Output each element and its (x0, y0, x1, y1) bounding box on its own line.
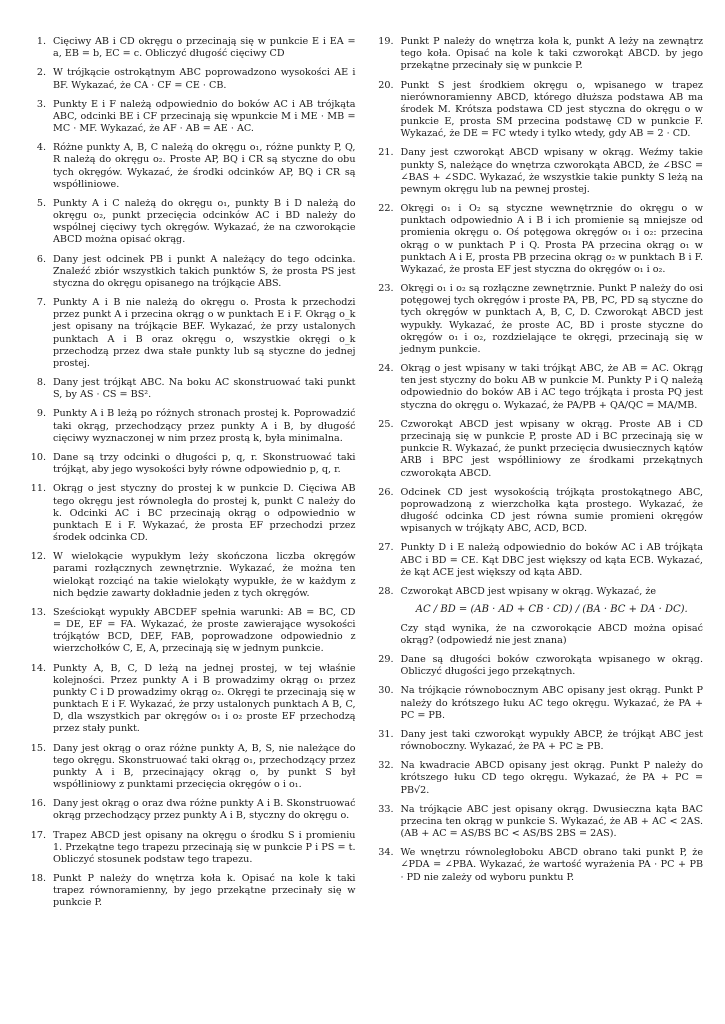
problem-text-block (401, 419, 704, 480)
problem-item (370, 283, 704, 356)
problem-text-block (401, 147, 704, 196)
problem-number: 15. (30, 742, 46, 754)
problem-text-block (53, 99, 356, 136)
left-column (22, 36, 356, 1024)
problem-number: 29. (378, 654, 394, 666)
problem-text: Punkty A, B, C, D leżą na jednej prostej, w tej właśnie kolejności. Przez punkty A i B prowadzimy okrąg o₁ przez punkty C i D prowadzimy okrąg o₂. Okręgi te przecinają się w punktach E i F. Wykazać, że przy ustalonych punktach A B, C, D, dla wszystkich par okręgów o₁ i o₂ proste EF przechodzą przez stały punkt. (53, 662, 356, 735)
problem-number: 3. (36, 98, 46, 110)
problem-text: Dane są długości boków czworokąta wpisanego w okrąg. Obliczyć długości jego przekątnych. (400, 654, 703, 678)
problem-text-block (401, 542, 704, 579)
right-column (370, 36, 704, 1024)
problem-item (370, 203, 704, 276)
problem-text-block (401, 654, 704, 678)
problem-text: Punkty A i C należą do okręgu o₁, punkty B i D należą do okręgu o₂, punkt przecięcia odcinków AC i BD należy do wspólnej cięciwy tych okręgów. Wykazać, że na czworokącie ABCD można opisać okrąg. (53, 197, 356, 246)
problem-number: 11. (30, 483, 46, 495)
problem-text-block (401, 36, 704, 73)
problem-text-block (401, 363, 704, 412)
problem-item (370, 847, 704, 884)
problem-item (22, 198, 356, 247)
problem-text: Sześciokąt wypukły ABCDEF spełnia warunki: AB = BC, CD = DE, EF = FA. Wykazać, że proste zawierające wysokości trójkątów BCD, DEF, FAB, poprowadzone odpowiednio z wierzchołków C, E, A, przecinają się w jednym punkcie. (53, 606, 356, 655)
problem-number: 17. (30, 829, 46, 841)
problem-text: Odcinek CD jest wysokością trójkąta prostokątnego ABC, poprowadzoną z wierzchołka kąta prostego. Wykazać, że długość odcinka CD jest równa sumie promieni okręgów wpisanych w trójkąty ABC, ACD, BCD. (400, 486, 703, 535)
problem-number: 30. (378, 685, 394, 697)
problem-text: Punkt P należy do wnętrza koła k. Opisać na kole k taki trapez równoramienny, by jego przekątne przecinały się w punkcie P. (53, 873, 356, 909)
problem-equation: AC / BD = (AB · AD + CB · CD) / (BA · BC + DA · DC). (415, 604, 688, 616)
problem-number: 13. (30, 606, 46, 618)
problem-number: 16. (30, 798, 46, 810)
problem-text: Okrąg o jest styczny do prostej k w punkcie D. Cięciwa AB tego okręgu jest równoległa do prostej k, punkt C należy do k. Odcinki AC i BC przecinają okrąg o odpowiednio w punktach E i F. Wykazać, że prosta EF przechodzi przez środek odcinka CD. (53, 483, 356, 544)
problem-number: 26. (378, 486, 394, 498)
problem-text-block (53, 873, 356, 910)
problem-text: Różne punkty A, B, C należą do okręgu o₁, różne punkty P, Q, R należą do okręgu o₂. Proste AP, BQ i CR są styczne do obu tych okręgów. Wykazać, że środki odcinków AP, BQ i CR są współliniowe. (53, 142, 356, 190)
problem-text-block (53, 743, 356, 792)
problem-item (22, 142, 356, 191)
problem-item (22, 36, 356, 60)
problem-number: 27. (378, 542, 394, 554)
problem-number: 22. (378, 203, 394, 215)
problem-text: Na trójkącie równobocznym ABC opisany jest okrąg. Punkt P należy do krótszego łuku AC tego okręgu. Wykazać, że PA + PC = PB. (400, 685, 703, 721)
problem-number: 21. (378, 147, 394, 159)
problem-item (370, 586, 704, 647)
problem-text: Punkty A i B nie należą do okręgu o. Prosta k przechodzi przez punkt A i przecina okrąg o w punktach E i F. Okrąg o_k jest opisany na trójkącie BEF. Wykazać, że przy ustalonych punktach A i B oraz okręgu o, wszystkie okręgi o_k przechodzą przez dwa stałe punkty lub są styczne do jednej prostej. (53, 297, 356, 369)
problem-item (370, 147, 704, 196)
problem-text-block (53, 377, 356, 401)
problem-item (22, 607, 356, 656)
problem-item (22, 67, 356, 91)
problem-text: Dany jest taki czworokąt wypukły ABCP, że trójkąt ABC jest równoboczny. Wykazać, że PA + PC ≥ PB. (400, 728, 703, 753)
problem-text-block (53, 297, 356, 370)
problem-item (370, 729, 704, 753)
problem-text: We wnętrzu równoległobоku ABCD obrano taki punkt P, że ∠PDA = ∠PBA. Wykazać, że wartość wyrażenia PA · PC + PB · PD nie zależy od wyboru punktu P. (400, 847, 703, 883)
problem-item (370, 80, 704, 141)
problem-text-block (53, 67, 356, 91)
problem-text: Okręgi o₁ i o₂ są rozłączne zewnętrznie. Punkt P należy do osi potęgowej tych okręgów i proste PA, PB, PC, PD są styczne do tych okręgów w punktach A, B, C, D. Czworokąt ABCD jest wypukły. Wykazać, że proste AC, BD i proste styczne do okręgów o₁ i o₂, rozdzielające te okręgi, przecinają się w jednym punkcie. (400, 283, 703, 355)
problem-item (370, 685, 704, 722)
problem-number: 20. (378, 79, 394, 91)
problem-text: Trapez ABCD jest opisany na okręgu o środku S i promieniu 1. Przekątne tego trapezu przecinają się w punkcie P i PS = t. Obliczyć stosunek podstaw tego trapezu. (53, 829, 356, 865)
problem-text-block (401, 729, 704, 753)
problem-text-block (53, 198, 356, 247)
problem-text-block (53, 36, 356, 60)
problem-text: Okręgi o₁ i O₂ są styczne wewnętrznie do okręgu o w punktach odpowiednio A i B i ich promienie są mniejsze od promienia okręgu o. Oś potęgowa okręgów o₁ i o₂: przecina okrąg o w punktach P i Q. Prosta PA przecina okrąg o₁ w punktach A i E, prosta PB przecina okrąg o₂ w punktach B i F. Wykazać, że prosta EF jest styczna do okręgów o₁ i o₂. (400, 203, 703, 275)
problem-text-block (53, 798, 356, 822)
problem-number: 34. (378, 847, 394, 859)
problem-text: Dany jest okrąg o oraz dwa różne punkty A i B. Skonstruować okrąg przechodzący przez punkty A i B, styczny do okręgu o. (53, 798, 356, 822)
problem-item (22, 830, 356, 867)
problem-text-block (401, 685, 704, 722)
problem-number: 25. (378, 418, 394, 430)
problem-item (22, 254, 356, 291)
problem-text: Czworokąt ABCD jest wpisany w okrąg. Proste AB i CD przecinają się w punkcie P, proste AD i BC przecinają się w punkcie R. Wykazać, że punkt przecięcia dwusiecznych kątów ARB i BPC jest współliniowy ze środkami przekątnych czworokąta ABCD. (400, 418, 703, 479)
problem-number: 32. (378, 760, 394, 772)
problem-text: Cięciwy AB i CD okręgu o przecinają się w punkcie E i EA = a, EB = b, EC = c. Obliczyć długość cięciwy CD (53, 36, 356, 60)
problem-item (22, 551, 356, 600)
problem-number: 23. (378, 283, 394, 295)
problem-number: 10. (30, 451, 46, 463)
problem-item (370, 36, 704, 73)
problem-number: 4. (36, 142, 46, 154)
problem-text-block (53, 551, 356, 600)
problem-number: 6. (36, 253, 46, 265)
problem-item (22, 297, 356, 370)
problem-text: Na kwadracie ABCD opisany jest okrąg. Punkt P należy do krótszego łuku CD tego okręgu. Wykazać, że PA + PC = PB√2. (400, 760, 703, 796)
problem-text: Okrąg o jest wpisany w taki trójkąt ABC, że AB = AC. Okrąg ten jest styczny do boku AB w punkcie M. Punkty P i Q należą odpowiednio do boków AB i AC tego trójkąta i prosta PQ jest styczna do okręgu o. Wykazać, że PA/PB + QA/QC = MA/MB. (400, 363, 703, 411)
problem-item (370, 363, 704, 412)
problem-item (22, 377, 356, 401)
problem-text-block (53, 607, 356, 656)
problem-followup: Czy stąd wynika, że na czworokącie ABCD można opisać okrąg? (odpowiedź nie jest znana) (400, 622, 703, 646)
problem-text: Punkty D i E należą odpowiednio do boków AC i AB trójkąta ABC i BD = CE. Kąt DBC jest większy od kąta ECB. Wykazać, że kąt ACE jest większy od kąta ABD. (400, 542, 703, 578)
problem-item (370, 804, 704, 841)
problem-text-block (53, 452, 356, 476)
problem-text: Dany jest okrąg o oraz różne punkty A, B, S, nie należące do tego okręgu. Skonstruować taki okrąg o₁, przechodzący przez punkty A i B, przecinający okrąg o, by punkt S był współliniowy z punktami przecięcia okręgów o i o₁. (53, 742, 356, 791)
problem-text-block (53, 830, 356, 867)
problem-text-block (401, 203, 704, 276)
problem-number: 33. (378, 803, 394, 815)
problem-item (370, 419, 704, 480)
problem-item (22, 743, 356, 792)
problem-item (370, 542, 704, 579)
problem-text-block (401, 487, 704, 536)
problem-number: 19. (378, 36, 394, 47)
problem-text: Dany jest trójkąt ABC. Na boku AC skonstruować taki punkt S, by AS · CS = BS². (53, 377, 356, 401)
problem-item (22, 873, 356, 910)
problem-text-block (53, 408, 356, 445)
problem-text: Punkt S jest środkiem okręgu o, wpisanego w trapez nierównoramienny ABCD, którego dłuższa podstawa AB ma środek M. Krótsza podstawa CD jest styczna do okręgu o w punkcie E, prosta SM przecina podstawę CD w punkcie F. Wykazać, że DE = FC wtedy i tylko wtedy, gdy AB = 2 · CD. (400, 79, 703, 140)
problem-text-block (401, 760, 704, 797)
problem-item (22, 99, 356, 136)
problem-item (22, 798, 356, 822)
problem-text: Dane są trzy odcinki o długości p, q, r. Skonstruować taki trójkąt, aby jego wysokości były równe odpowiednio p, q, r. (53, 451, 356, 476)
problem-text-block (53, 142, 356, 191)
problem-number: 7. (36, 297, 46, 309)
problem-number: 12. (30, 551, 46, 563)
problem-text-block (53, 663, 356, 736)
problem-number: 2. (36, 67, 46, 79)
problem-text-block (53, 254, 356, 291)
problem-number: 18. (30, 873, 46, 885)
problem-text: W trójkącie ostrokątnym ABC poprowadzono wysokości AE i BF. Wykazać, że CA · CF = CE · CB. (53, 67, 356, 91)
problem-item (370, 654, 704, 678)
problem-text: Punkty A i B leżą po różnych stronach prostej k. Poprowadzić taki okrąg, przechodzący przez punkty A i B, by długość cięciwy wyznaczonej w nim przez prostą k, była minimalna. (53, 408, 356, 444)
problem-item (22, 483, 356, 544)
problem-text: Punkty E i F należą odpowiednio do boków AC i AB trójkąta ABC, odcinki BE i CF przecinają się wpunkcie M i ME · MB = MC · MF. Wykazać, że AF · AB = AE · AC. (53, 98, 356, 135)
problem-text: Punkt P należy do wnętrza koła k, punkt A leży na zewnątrz tego koła. Opisać na kole k taki czworokąt ABCD. by jego przekątne przecinały się w punkcie P. (400, 36, 703, 72)
problem-number: 1. (36, 36, 46, 47)
problem-text-block (53, 483, 356, 544)
problem-text: W wielokącie wypukłym leży skończona liczba okręgów parami rozłącznych zewnętrznie. Wykazać, że można ten wielokąt rozciąć na takie wielokąty wypukłe, że w każdym z nich będzie zawarty dokładnie jeden z tych okręgów. (53, 551, 356, 599)
problem-text: Dany jest odcinek PB i punkt A należący do tego odcinka. Znaleźć zbiór wszystkich takich punktów S, że prosta PS jest styczna do okręgu opisanego na trójkącie ABS. (53, 253, 356, 289)
problem-number: 9. (36, 408, 46, 420)
problem-text-block (401, 586, 704, 647)
problem-text: Na trójkącie ABC jest opisany okrąg. Dwusieczna kąta BAC przecina ten okrąg w punkcie S. Wykazać, że AB + AC < 2AS. (AB + AC = AS/BS BC < AS/BS 2BS = 2AS). (400, 803, 703, 840)
problem-item (22, 408, 356, 445)
problem-text: Dany jest czworokąt ABCD wpisany w okrąg. Weźmy takie punkty S, należące do wnętrza czworokąta ABCD, że ∠BSC = ∠BAS + ∠SDC. Wykazać, że wszystkie takie punkty S leżą na pewnym okręgu lub na pewnej prostej. (400, 147, 703, 195)
problem-number: 31. (378, 728, 394, 740)
problem-text-block (401, 804, 704, 841)
problem-item (370, 487, 704, 536)
problem-number: 8. (36, 377, 46, 389)
problem-number: 24. (378, 363, 394, 375)
problem-text-block (401, 80, 704, 141)
problem-item (22, 663, 356, 736)
problem-text: Czworokąt ABCD jest wpisany w okrąg. Wykazać, że (400, 585, 657, 597)
problem-item (22, 452, 356, 476)
problem-item (370, 760, 704, 797)
problem-text-block (401, 847, 704, 884)
problem-number: 5. (36, 197, 46, 209)
problem-number: 14. (30, 662, 46, 674)
problem-number: 28. (378, 585, 394, 597)
problem-text-block (401, 283, 704, 356)
